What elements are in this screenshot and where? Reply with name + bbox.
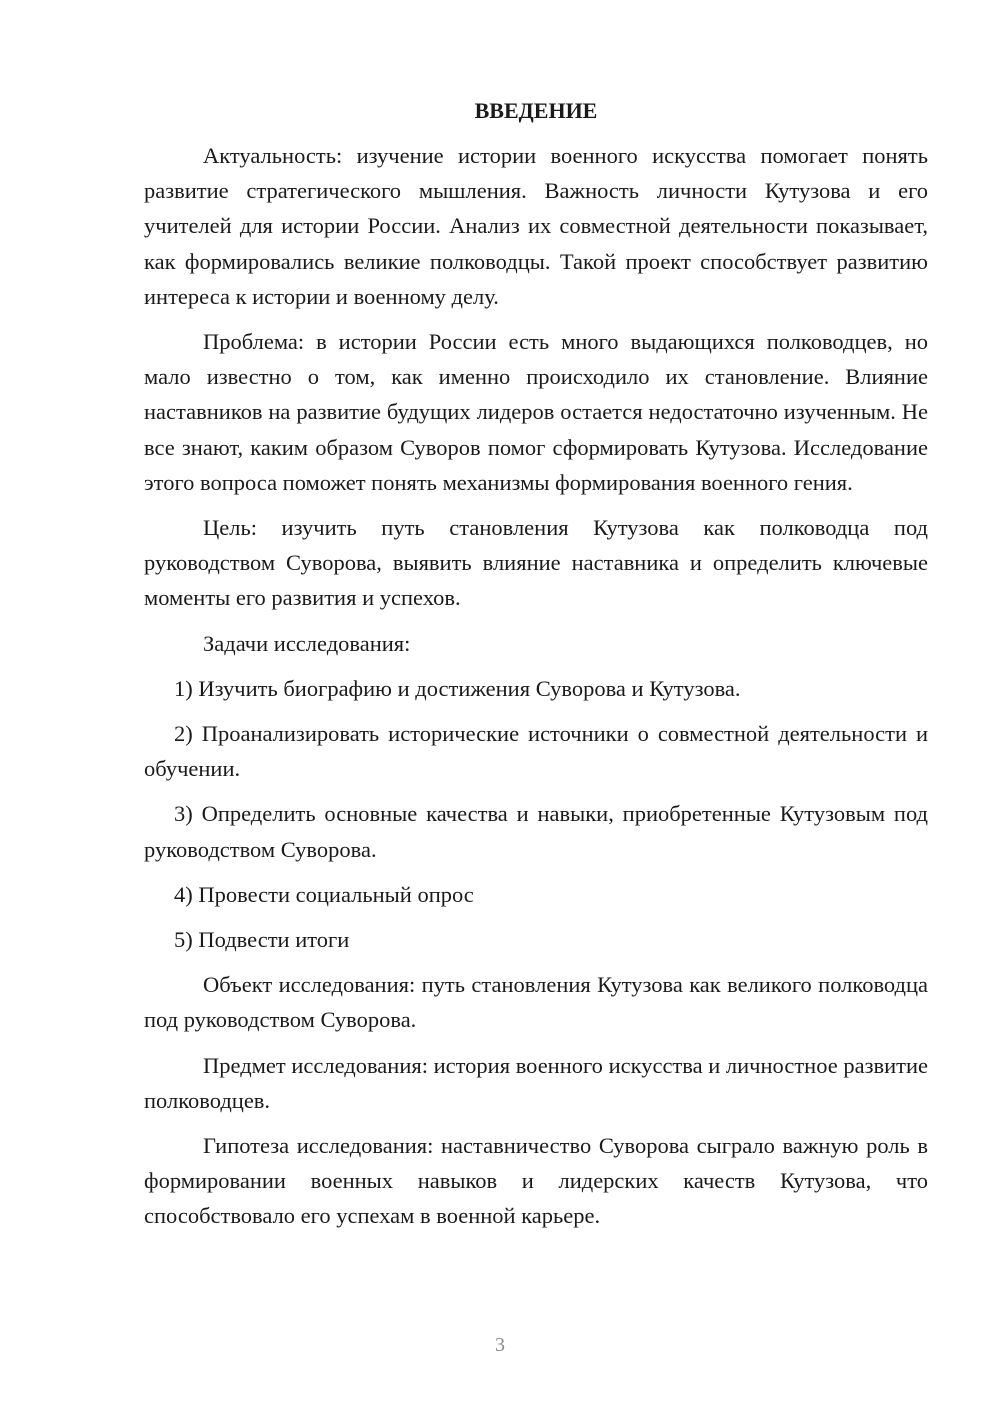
- goal-paragraph: Цель: изучить путь становления Кутузова как полководца под руководством Суворова, выявить влияние наставника и определить ключевые моменты его развития и успехов.: [144, 515, 928, 611]
- task-item: 2) Проанализировать исторические источники о совместной деятельности и обучении.: [144, 721, 928, 782]
- subject-paragraph: Предмет исследования: история военного искусства и личностное развитие полководцев.: [144, 1052, 928, 1113]
- tasks-heading: Задачи исследования:: [203, 630, 411, 656]
- problem-paragraph: Проблема: в истории России есть много выдающихся полководцев, но мало известно о том, как именно происходило их становление. Влияние наставников на развитие будущих лидеров остается недостаточно изученным. Не все знают, каким образом Суворов помог сформировать Кутузова. Исследование этого вопроса поможет понять механизмы формирования военного гения.: [144, 329, 928, 495]
- task-item: 5) Подвести итоги: [174, 927, 350, 953]
- relevance-paragraph: Актуальность: изучение истории военного искусства помогает понять развитие стратегического мышления. Важность личности Кутузова и его учителей для истории России. Анализ их совместной деятельности показывает, как формировались великие полководцы. Такой проект способствует развитию интереса к истории и военному делу.: [144, 143, 928, 309]
- document-body: [144, 93, 928, 1244]
- task-item: 1) Изучить биографию и достижения Суворова и Кутузова.: [174, 675, 741, 701]
- page-number: 3: [495, 1334, 505, 1356]
- task-item: 4) Провести социальный опрос: [174, 881, 474, 907]
- page-title: ВВЕДЕНИЕ: [474, 98, 598, 123]
- object-paragraph: Объект исследования: путь становления Кутузова как великого полководца под руководством Суворова.: [144, 972, 928, 1033]
- task-item: 3) Определить основные качества и навыки, приобретенные Кутузовым под руководством Суворова.: [144, 801, 928, 862]
- hypothesis-paragraph: Гипотеза исследования: наставничество Суворова сыграло важную роль в формировании военных навыков и лидерских качеств Кутузова, что способствовало его успехам в военной карьере.: [144, 1133, 928, 1229]
